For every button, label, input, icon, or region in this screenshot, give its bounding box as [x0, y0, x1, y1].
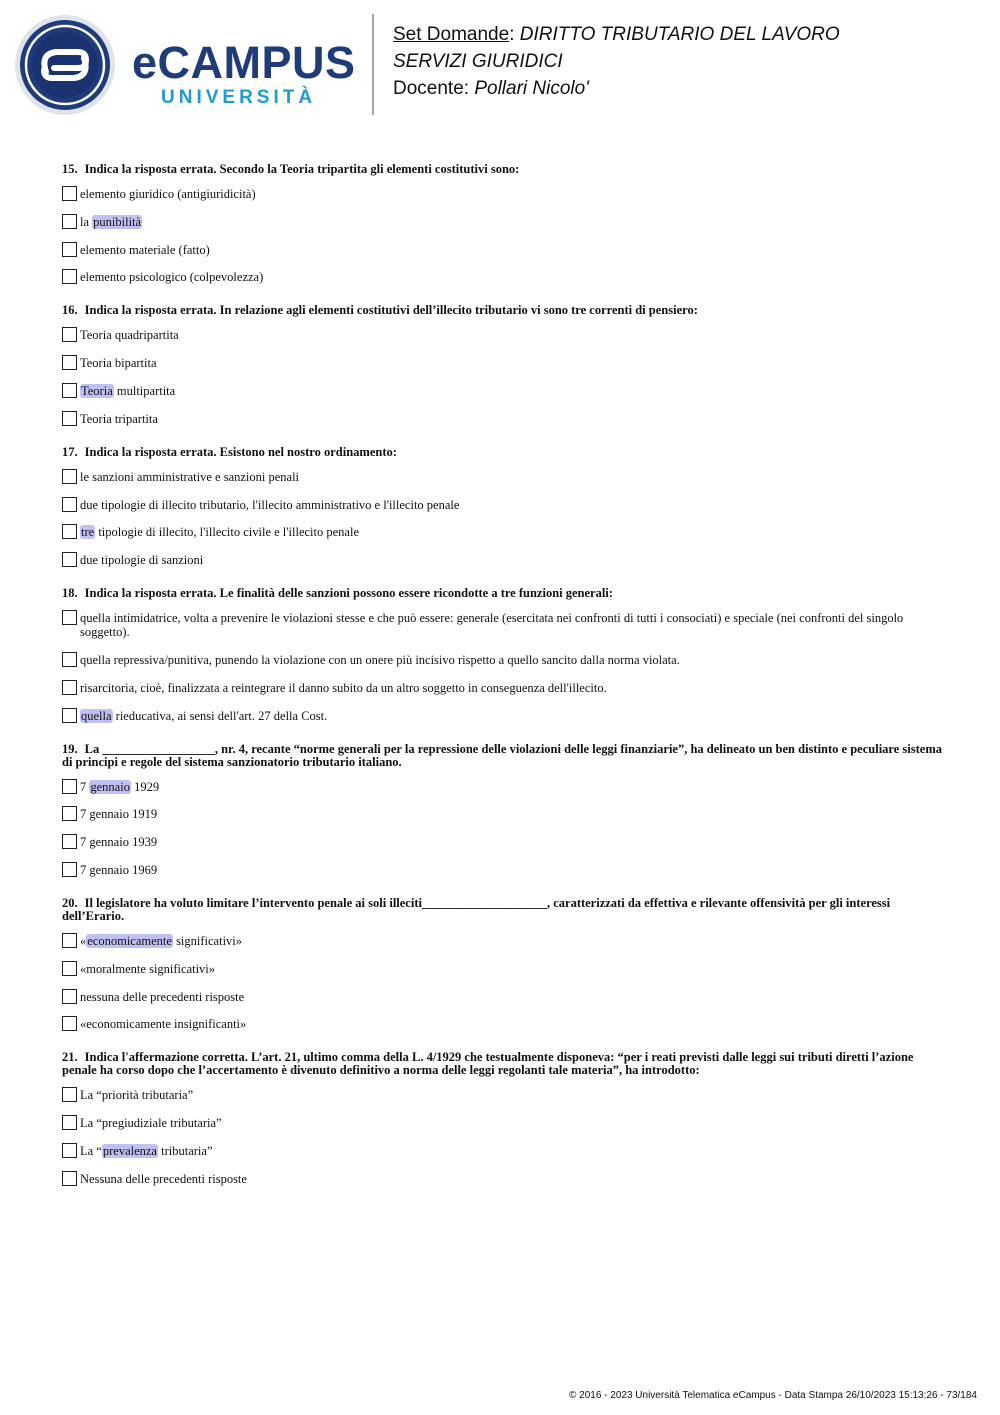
answer-option[interactable]: [62, 470, 942, 484]
answer-checkbox[interactable]: [62, 1143, 77, 1158]
answer-checkbox[interactable]: [62, 1171, 77, 1186]
option-text: elemento giuridico (antigiuridicità): [80, 187, 256, 201]
option-text: La “: [80, 1143, 102, 1158]
option-text: 7: [80, 779, 90, 794]
question-text: [62, 304, 942, 317]
answer-checkbox[interactable]: [62, 242, 77, 257]
answer-checkbox[interactable]: [62, 933, 77, 948]
course-info: [393, 21, 840, 102]
option-text: la: [80, 214, 93, 229]
answer-option[interactable]: [62, 962, 942, 976]
answer-checkbox[interactable]: [62, 834, 77, 849]
option-text: 7 gennaio 1939: [80, 835, 158, 850]
answer-option[interactable]: [62, 835, 942, 849]
teacher-name: Pollari Nicolo': [474, 78, 589, 99]
brand-name: eCAMPUS: [132, 37, 356, 88]
question-number: 20.: [62, 895, 78, 910]
answer-checkbox[interactable]: [62, 497, 77, 512]
answer-checkbox[interactable]: [62, 1115, 77, 1130]
answer-option[interactable]: [62, 934, 942, 948]
course-name: DIRITTO TRIBUTARIO DEL LAVORO: [519, 24, 840, 45]
question-block: [62, 587, 942, 722]
question-prompt: Indica l'affermazione corretta. L’art. 21, ultimo comma della L. 4/1929 che testualmente disponeva: “per i reati previsti dalle leggi sui tributi diretti l’azione penale ha corso dopo che l’accertamento è divenuto definitivo a norma delle leggi regolanti tale materia”, ha introdotto:: [62, 1050, 914, 1078]
question-text: [62, 1051, 942, 1077]
option-text: Teoria quadripartita: [80, 328, 179, 343]
option-text: due tipologie di sanzioni: [80, 553, 204, 568]
question-block: [62, 163, 942, 284]
option-text: significativi»: [172, 933, 243, 948]
option-text: risarcitoria, cioè, finalizzata a reintegrare il danno subito da un altro soggetto in conseguenza dell'illecito.: [80, 680, 607, 695]
answer-option[interactable]: [62, 653, 942, 667]
answer-checkbox[interactable]: [62, 327, 77, 342]
page-header: [0, 0, 1000, 130]
highlighted-word: economicamente: [87, 933, 172, 948]
question-text: [62, 446, 942, 459]
answer-option[interactable]: [62, 1116, 942, 1130]
course-subtitle: SERVIZI GIURIDICI: [393, 51, 563, 72]
brand-logo: [132, 37, 356, 109]
answer-option[interactable]: [62, 328, 942, 342]
answer-option[interactable]: [62, 863, 942, 877]
option-text: rieducativa, ai sensi dell'art. 27 della Cost.: [112, 708, 328, 723]
question-prompt: Indica la risposta errata. Secondo la Teoria tripartita gli elementi costitutivi sono:: [84, 162, 520, 176]
question-prompt: Indica la risposta errata. Le finalità delle sanzioni possono essere ricondotte a tre funzioni generali:: [84, 586, 613, 601]
highlighted-word: prevalenza: [102, 1143, 157, 1158]
option-text: Teoria bipartita: [80, 356, 157, 371]
answer-checkbox[interactable]: [62, 269, 77, 284]
brand-subtitle: UNIVERSITÀ: [161, 87, 317, 108]
header-divider: [372, 14, 374, 115]
answer-option[interactable]: [62, 807, 942, 821]
question-number: 18.: [62, 586, 78, 601]
answer-checkbox[interactable]: [62, 411, 77, 426]
answer-checkbox[interactable]: [62, 961, 77, 976]
answer-option[interactable]: [62, 525, 942, 539]
question-text: [62, 743, 942, 769]
answer-checkbox[interactable]: [62, 680, 77, 695]
answer-checkbox[interactable]: [62, 383, 77, 398]
answer-checkbox[interactable]: [62, 355, 77, 370]
question-block: [62, 1051, 942, 1185]
highlighted-word: Teoria: [81, 383, 113, 398]
option-text: La “priorità tributaria”: [80, 1088, 194, 1103]
option-text: quella repressiva/punitiva, punendo la violazione con un onere più incisivo rispetto a quello sancito dalla norma violata.: [80, 652, 680, 667]
option-text: tributaria”: [158, 1143, 213, 1158]
option-text: «economicamente insignificanti»: [80, 1017, 247, 1032]
option-text: le sanzioni amministrative e sanzioni penali: [80, 469, 300, 484]
answer-checkbox[interactable]: [62, 779, 77, 794]
answer-checkbox[interactable]: [62, 1087, 77, 1102]
option-text: 1929: [130, 779, 160, 794]
course-subtitle-line: [393, 48, 840, 75]
question-number: 15.: [62, 162, 78, 176]
answer-checkbox[interactable]: [62, 524, 77, 539]
ecampus-emblem-icon: [14, 14, 116, 116]
course-title-line: Set Domande: DIRITTO TRIBUTARIO DEL LAVORO: [393, 24, 840, 45]
answer-option[interactable]: [62, 990, 942, 1004]
answer-checkbox[interactable]: [62, 214, 77, 229]
answer-option[interactable]: [62, 187, 942, 201]
question-block: [62, 897, 942, 1031]
question-number: 19.: [62, 741, 78, 756]
answer-option[interactable]: [62, 270, 942, 284]
answer-option[interactable]: [62, 356, 942, 370]
option-text: multipartita: [113, 383, 176, 398]
question-text: [62, 897, 942, 923]
question-number: 16.: [62, 303, 78, 318]
option-text: tipologie di illecito, l'illecito civile e l'illecito penale: [95, 525, 359, 540]
answer-option[interactable]: [62, 412, 942, 426]
option-text: 7 gennaio 1969: [80, 862, 158, 877]
question-prompt: Il legislatore ha voluto limitare l’intervento penale ai soli illeciti____________________, caratterizzati da effettiva e rilevante offensività per gli interessi dell’Erario.: [62, 895, 891, 923]
answer-option[interactable]: [62, 681, 942, 695]
question-block: [62, 743, 942, 877]
option-text: quella intimidatrice, volta a prevenire le violazioni stesse e che può essere: generale (esercitata nei confronti di tutti i consociati) e speciale (nei confronti del singolo soggetto).: [80, 611, 904, 640]
question-number: 17.: [62, 444, 78, 459]
option-text: «moralmente significativi»: [80, 961, 216, 976]
option-text: nessuna delle precedenti risposte: [80, 989, 245, 1004]
answer-checkbox[interactable]: [62, 610, 77, 625]
question-prompt: La __________________, nr. 4, recante “norme generali per la repressione delle violazioni delle leggi finanziarie”, ha delineato un ben distinto e peculiare sistema di principi e regole del sistema sanzionatorio tributario italiano.: [62, 741, 942, 769]
answer-checkbox[interactable]: [62, 1016, 77, 1031]
option-text: elemento psicologico (colpevolezza): [80, 270, 264, 285]
option-text: «: [80, 933, 87, 948]
question-text: [62, 163, 942, 176]
answer-option[interactable]: [62, 243, 942, 257]
answer-option[interactable]: [62, 553, 942, 567]
answer-option[interactable]: [62, 709, 942, 723]
highlighted-word: tre: [81, 525, 95, 540]
question-block: [62, 304, 942, 425]
answer-option[interactable]: [62, 1144, 942, 1158]
answer-checkbox[interactable]: [62, 862, 77, 877]
answer-checkbox[interactable]: [62, 186, 77, 201]
answer-option[interactable]: [62, 215, 942, 229]
answer-checkbox[interactable]: [62, 806, 77, 821]
option-text: Nessuna delle precedenti risposte: [80, 1171, 247, 1186]
teacher-label: Docente:: [393, 78, 470, 99]
highlighted-word: punibilità: [93, 214, 142, 229]
highlighted-word: gennaio: [90, 779, 130, 794]
answer-option[interactable]: [62, 780, 942, 794]
question-block: [62, 446, 942, 567]
set-label: Set Domande: [393, 24, 510, 45]
answer-option[interactable]: [62, 1088, 942, 1102]
question-list: [62, 163, 942, 1206]
page-footer: © 2016 - 2023 Università Telematica eCampus - Data Stampa 26/10/2023 15:13:26 - 73/184: [569, 1390, 977, 1401]
answer-checkbox[interactable]: [62, 469, 77, 484]
option-text: 7 gennaio 1919: [80, 807, 158, 822]
highlighted-word: quella: [81, 708, 112, 723]
answer-checkbox[interactable]: [62, 708, 77, 723]
answer-option[interactable]: [62, 1172, 942, 1186]
question-prompt: Indica la risposta errata. Esistono nel nostro ordinamento:: [84, 444, 397, 459]
answer-checkbox[interactable]: [62, 552, 77, 567]
option-text: La “pregiudiziale tributaria”: [80, 1116, 222, 1131]
answer-checkbox[interactable]: [62, 652, 77, 667]
answer-option[interactable]: [62, 384, 942, 398]
answer-option[interactable]: [62, 498, 942, 512]
option-text: Teoria tripartita: [80, 411, 158, 426]
question-text: [62, 587, 942, 600]
answer-option[interactable]: [62, 1017, 942, 1031]
answer-checkbox[interactable]: [62, 989, 77, 1004]
option-text: due tipologie di illecito tributario, l'illecito amministrativo e l'illecito penale: [80, 497, 460, 512]
teacher-line: [393, 75, 840, 102]
question-prompt: Indica la risposta errata. In relazione agli elementi costitutivi dell’illecito tributario vi sono tre correnti di pensiero:: [84, 303, 698, 318]
answer-option[interactable]: [62, 611, 942, 639]
question-number: 21.: [62, 1050, 78, 1065]
option-text: elemento materiale (fatto): [80, 242, 210, 257]
